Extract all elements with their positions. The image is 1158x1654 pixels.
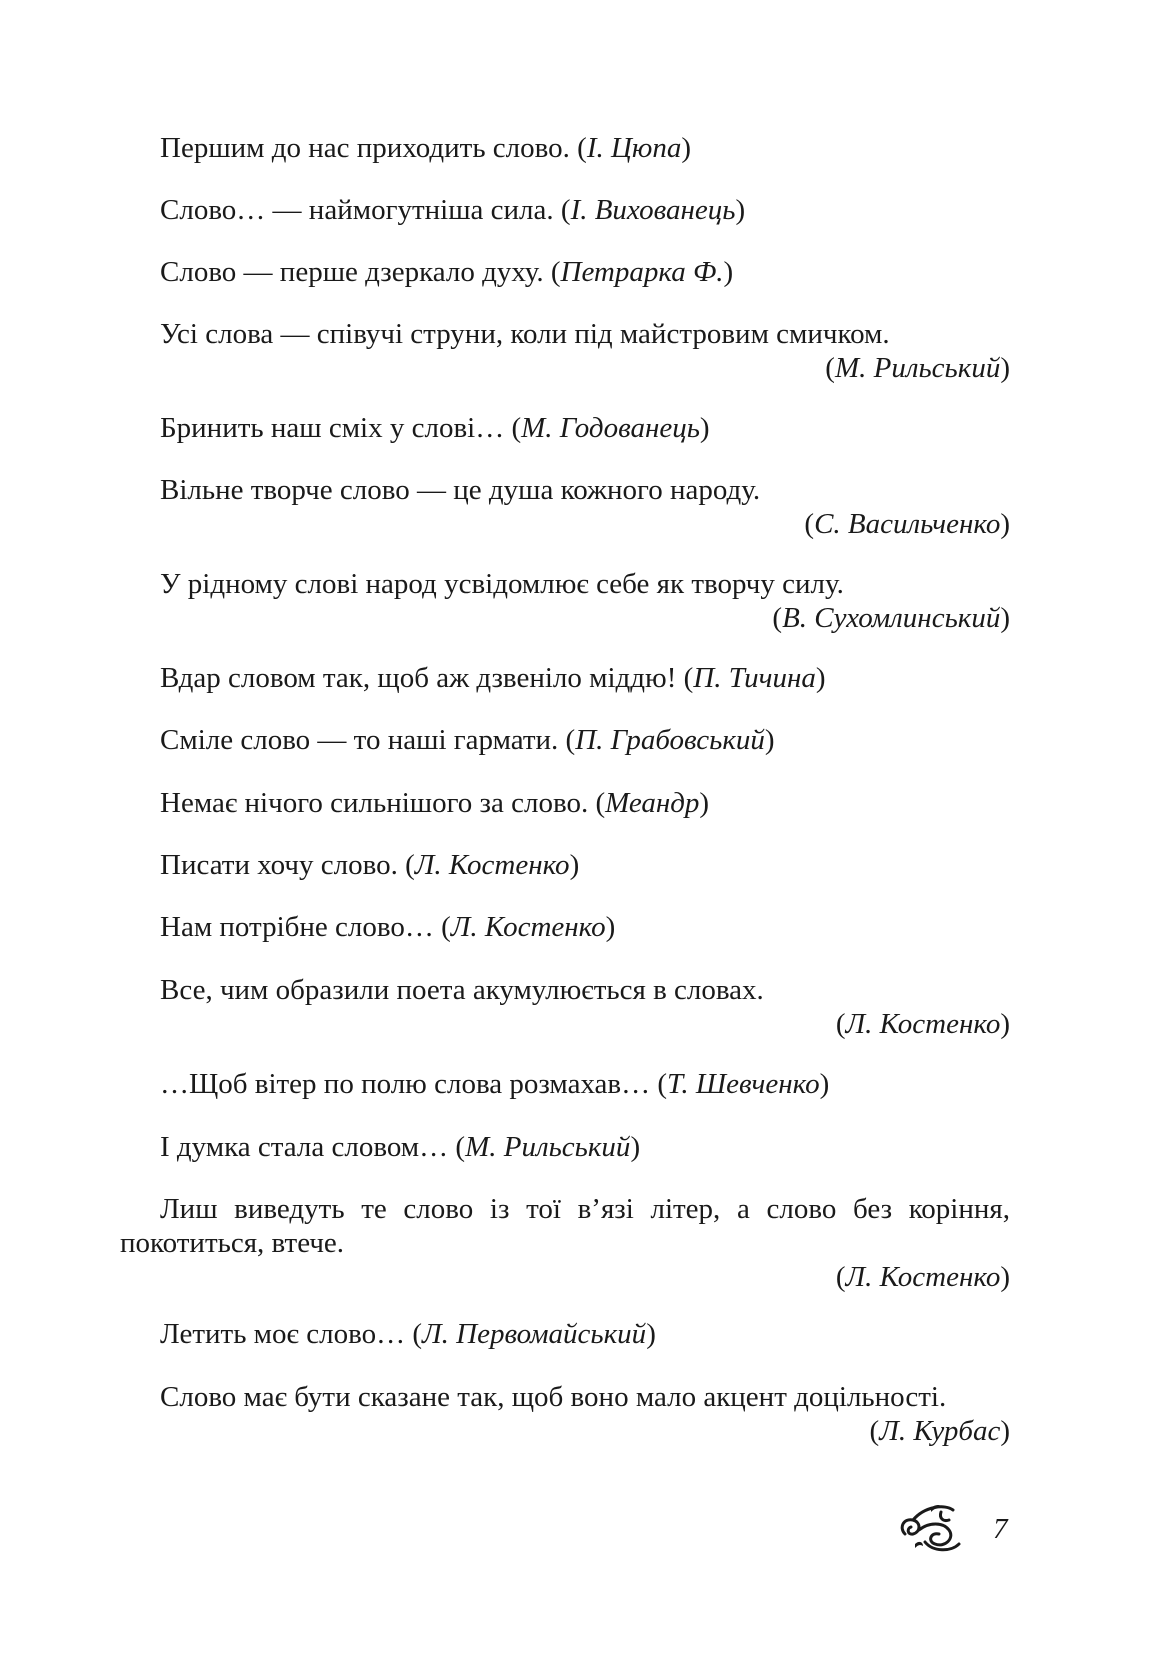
quote-4: [120, 317, 1010, 385]
quote-text: …Щоб вітер по полю слова розмахав… (Т. Шевченко): [160, 1068, 830, 1100]
quote-text: Летить моє слово… (Л. Первомайський): [160, 1318, 656, 1350]
quote-text: Вільне творче слово — це душа кожного народу.: [160, 474, 761, 506]
quote-15: [120, 1130, 1010, 1164]
quote-text: Усі слова — співучі струни, коли під майстровим смичком.: [160, 318, 890, 350]
quote-text: Все, чим образили поета акумулюється в словах.: [160, 974, 764, 1006]
quote-2: [120, 193, 1010, 227]
quote-author: М. Рильський: [465, 1131, 631, 1163]
quote-attribution: (В. Сухомлинський): [772, 602, 1010, 634]
quote-text-continued: покотиться, втече.: [120, 1227, 345, 1259]
quote-6: [120, 473, 1010, 541]
quote-18: [120, 1380, 1010, 1448]
quote-attribution: (Л. Костенко): [835, 1008, 1010, 1040]
quote-author: П. Грабовський: [575, 724, 765, 756]
quote-16: [120, 1192, 1010, 1294]
quote-author: Т. Шевченко: [667, 1068, 820, 1100]
quote-1: [120, 131, 1010, 165]
quote-13: [120, 973, 1010, 1041]
quote-text: Сміле слово — то наші гармати. (П. Грабовський): [160, 724, 775, 756]
quote-attribution: (М. Рильський): [825, 352, 1010, 384]
quote-attribution: (Л. Курбас): [869, 1415, 1010, 1447]
page-number: 7: [993, 1513, 1008, 1545]
quote-attribution: (С. Васильченко): [804, 508, 1010, 540]
quote-7: [120, 567, 1010, 635]
quote-author: П. Тичина: [693, 662, 816, 694]
quote-10: [120, 786, 1010, 820]
quote-12: [120, 910, 1010, 944]
quote-text: Нам потрібне слово… (Л. Костенко): [160, 911, 616, 943]
quote-author: Л. Костенко: [414, 849, 570, 881]
quote-5: [120, 411, 1010, 445]
quote-author: Л. Первомайський: [421, 1318, 647, 1350]
quote-author: В. Сухомлинський: [782, 602, 1001, 634]
quote-11: [120, 848, 1010, 882]
quote-author: Петрарка Ф.: [560, 256, 724, 288]
quote-author: Л. Костенко: [845, 1261, 1001, 1293]
quote-text: І думка стала словом… (М. Рильський): [160, 1131, 641, 1163]
quote-14: [120, 1067, 1010, 1101]
swirl-ornament-icon: [895, 1500, 965, 1555]
quote-author: Меандр: [605, 787, 700, 819]
quote-author: М. Рильський: [834, 352, 1001, 384]
quote-author: М. Годованець: [521, 412, 700, 444]
quote-text: У рідному слові народ усвідомлює себе як творчу силу.: [160, 568, 844, 600]
quote-text: Бринить наш сміх у слові… (М. Годованець): [160, 412, 710, 444]
quote-9: [120, 723, 1010, 757]
quote-17: [120, 1317, 1010, 1351]
quote-author: Л. Курбас: [879, 1415, 1001, 1447]
quote-author: Л. Костенко: [450, 911, 606, 943]
quote-author: С. Васильченко: [814, 508, 1001, 540]
quote-text: Лиш виведуть те слово із тої в’язі літер, а слово без коріння,: [160, 1193, 1010, 1225]
quote-text: Немає нічого сильнішого за слово. (Меандр): [160, 787, 710, 819]
quote-8: [120, 661, 1010, 695]
quote-author: Л. Костенко: [845, 1008, 1001, 1040]
quote-3: [120, 255, 1010, 289]
quote-author: І. Цюпа: [586, 132, 682, 164]
quote-text: Першим до нас приходить слово. (І. Цюпа): [160, 132, 692, 164]
quote-text: Вдар словом так, щоб аж дзвеніло міддю! (П. Тичина): [160, 662, 826, 694]
quote-author: І. Вихованець: [570, 194, 736, 226]
quote-text: Слово — перше дзеркало духу. (Петрарка Ф.): [160, 256, 734, 288]
quote-attribution: (Л. Костенко): [835, 1261, 1010, 1293]
quote-text: Писати хочу слово. (Л. Костенко): [160, 849, 580, 881]
quote-text: Слово… — наймогутніша сила. (І. Вихованець): [160, 194, 746, 226]
quote-text: Слово має бути сказане так, щоб воно мало акцент доцільності.: [160, 1381, 947, 1413]
